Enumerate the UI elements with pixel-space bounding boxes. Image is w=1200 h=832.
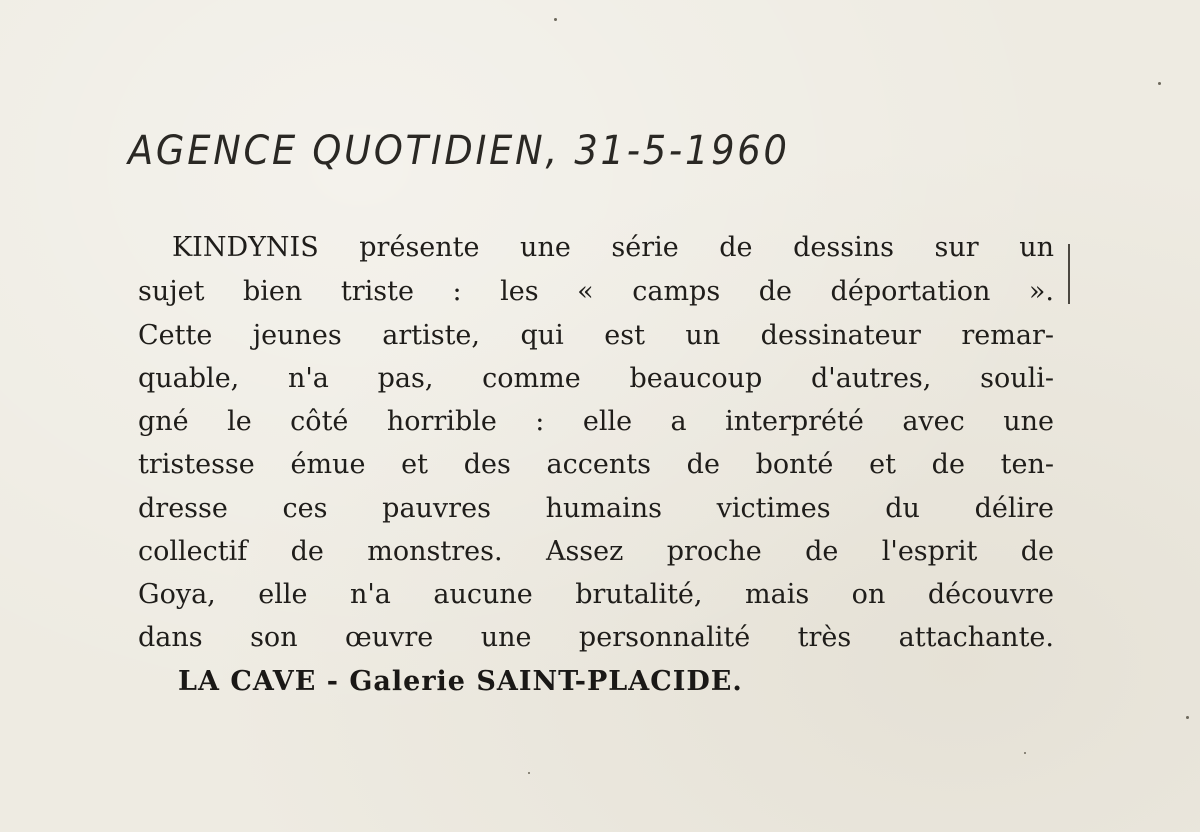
article-line: KINDYNIS présente une série de dessins sur un xyxy=(172,232,1054,263)
article-line: Cette jeunes artiste, qui est un dessinateur remar- xyxy=(138,320,1054,351)
article-line: tristesse émue et des accents de bonté et de ten- xyxy=(138,449,1054,480)
paper-speck xyxy=(1186,716,1189,719)
gallery-credit: LA CAVE - Galerie SAINT-PLACIDE. xyxy=(178,666,743,697)
article-line: dresse ces pauvres humains victimes du délire xyxy=(138,493,1054,524)
article-line: sujet bien triste : les « camps de déportation ». xyxy=(138,276,1054,307)
article-line: dans son œuvre une personnalité très attachante. xyxy=(138,622,1054,653)
paper-speck xyxy=(1024,752,1026,754)
handwritten-header: AGENCE QUOTIDIEN, 31-5-1960 xyxy=(128,128,790,174)
paper-speck xyxy=(1158,82,1161,85)
paper-speck xyxy=(528,772,530,774)
article-line: quable, n'a pas, comme beaucoup d'autres, souli- xyxy=(138,363,1054,394)
margin-mark xyxy=(1068,244,1070,304)
article-line: Goya, elle n'a aucune brutalité, mais on découvre xyxy=(138,579,1054,610)
article-line: collectif de monstres. Assez proche de l'esprit de xyxy=(138,536,1054,567)
article-line: gné le côté horrible : elle a interprété avec une xyxy=(138,406,1054,437)
paper-speck xyxy=(554,18,557,21)
